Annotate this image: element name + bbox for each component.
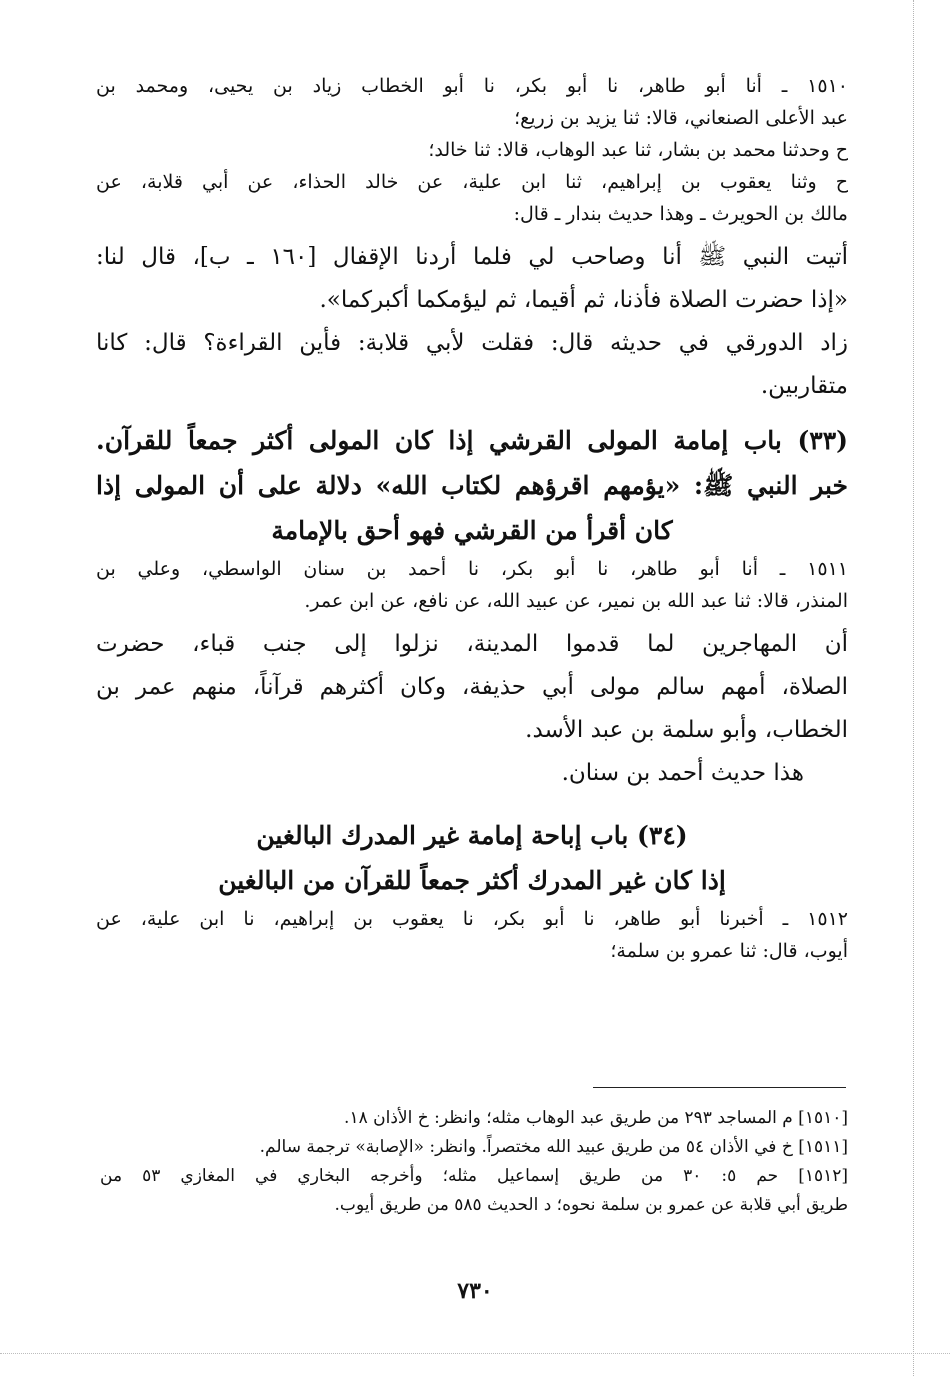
scan-dotted-edge — [913, 0, 914, 1376]
footnotes — [100, 1104, 848, 1220]
chapter-title-line: كان أقرأ من القرشي فهو أحق بالإمامة — [271, 516, 673, 545]
chain-line: ح وثنا يعقوب بن إبراهيم، ثنا ابن علية، عن خالد الحذاء، عن أبي قلابة، عن — [96, 171, 848, 193]
hadith-1510-chain — [96, 70, 848, 230]
hadith-line: هذا حديث أحمد بن سنان. — [561, 760, 804, 786]
chapter-title-line: (٣٣) باب إمامة المولى القرشي إذا كان المولى أكثر جمعاً للقرآن. — [96, 426, 848, 455]
chain-line: أيوب، قال: ثنا عمرو بن سلمة؛ — [610, 940, 848, 962]
chain-line: عبد الأعلى الصنعاني، قالا: ثنا يزيد بن زريع؛ — [514, 107, 848, 129]
main-text — [96, 70, 848, 967]
chain-line: ١٥١٠ ـ أنا أبو طاهر، نا أبو بكر، نا أبو الخطاب زياد بن يحيى، ومحمد بن — [96, 75, 848, 97]
chapter-title-line: إذا كان غير المدرك أكثر جمعاً للقرآن من البالغين — [218, 866, 726, 895]
scan-dotted-edge — [0, 1353, 950, 1354]
footnote-divider — [593, 1087, 846, 1088]
chain-line: المنذر، قالا: ثنا عبد الله بن نمير، عن عبيد الله، عن نافع، عن ابن عمر. — [304, 590, 848, 612]
hadith-line: «إذا حضرت الصلاة فأذنا، ثم أقيما، ثم ليؤمكما أكبركما». — [319, 287, 848, 313]
footnote-1511: [١٥١١] خ في الأذان ٥٤ من طريق عبيد الله مختصراً. وانظر: «الإصابة» ترجمة سالم. — [259, 1137, 848, 1157]
hadith-line: أتيت النبي ﷺ أنا وصاحب لي فلما أردنا الإقفال [١٦٠ ـ ب]، قال لنا: — [96, 244, 848, 270]
footnote-1512-continued: طريق أبي قلابة عن عمرو بن سلمة نحوه؛ د الحديث ٥٨٥ من طريق أيوب. — [334, 1195, 848, 1215]
hadith-line: الخطاب، وأبو سلمة بن عبد الأسد. — [525, 717, 848, 743]
hadith-line: زاد الدورقي في حديثه قال: فقلت لأبي قلابة: فأين القراءة؟ قال: كانا — [96, 330, 848, 356]
chapter-title-line: خبر النبي ﷺ: «يؤمهم اقرؤهم لكتاب الله» دلالة على أن المولى إذا — [96, 471, 848, 500]
hadith-1510-text — [96, 236, 848, 408]
chain-line: مالك بن الحويرث ـ وهذا حديث بندار ـ قال: — [513, 203, 848, 225]
hadith-1511-text — [96, 623, 848, 795]
chain-line: ١٥١٢ ـ أخبرنا أبو طاهر، نا أبو بكر، نا يعقوب بن إبراهيم، نا ابن علية، عن — [96, 908, 848, 930]
chapter-title-line: (٣٤) باب إباحة إمامة غير المدرك البالغين — [256, 821, 688, 850]
chain-line: ح وحدثنا محمد بن بشار، ثنا عبد الوهاب، قالا: ثنا خالد؛ — [428, 139, 848, 161]
footnote-1510: [١٥١٠] م المساجد ٢٩٣ من طريق عبد الوهاب مثله؛ وانظر: خ الأذان ١٨. — [344, 1108, 848, 1128]
footnote-1512: [١٥١٢] حم ٥: ٣٠ من طريق إسماعيل مثله؛ وأخرجه البخاري في المغازي ٥٣ من — [100, 1166, 848, 1186]
page-number: ٧٣٠ — [457, 1278, 493, 1304]
hadith-1512-chain — [96, 903, 848, 967]
chapter-33-heading — [96, 418, 848, 553]
chain-line: ١٥١١ ـ أنا أبو طاهر، نا أبو بكر، نا أحمد بن سنان الواسطي، وعلي بن — [96, 558, 848, 580]
hadith-line: أن المهاجرين لما قدموا المدينة، نزلوا إلى جنب قباء، حضرت — [96, 631, 848, 657]
hadith-line: الصلاة، أمهم سالم مولى أبي حذيفة، وكان أكثرهم قرآناً، منهم عمر بن — [96, 674, 848, 700]
chapter-34-heading — [96, 813, 848, 903]
hadith-1511-chain — [96, 553, 848, 617]
hadith-line: متقاربين. — [760, 373, 848, 399]
